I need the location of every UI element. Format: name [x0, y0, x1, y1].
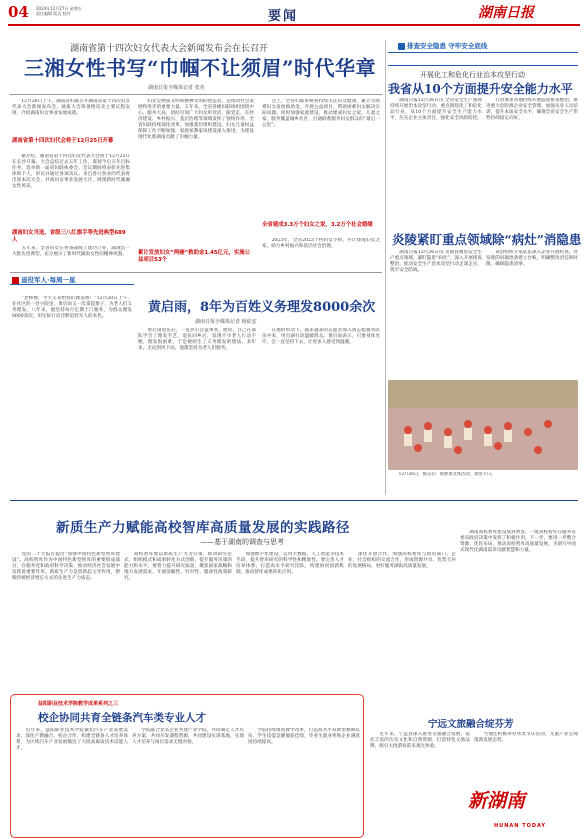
date-line — [36, 6, 82, 16]
photo-image — [388, 380, 578, 470]
section-title: 要闻 — [268, 9, 299, 24]
date-text: 2024年12月27日 星期五 — [36, 6, 82, 11]
story1-body-col1: 12月26日上午，湖南省妇联召开湖南省第十四次妇女代表大会新闻发布会，通报大会筹备情况及主要议程安排，介绍湖南妇女事业发展成就。 — [12, 99, 130, 116]
story4-badge-label: 退役军人·每周一星 — [21, 276, 76, 284]
feature-body-col3: 加强数字化建设，运用大数据、人工智能等技术手段，提升智库研究的科学性和精准性。要完善人才培养体系，打造高水平研究团队，构建协同创新机制，推动智库成果转化应用。 — [236, 552, 344, 575]
story3-body-col2: 该县组织专家队伍深入企业开展检查，对发现的问题逐条建立台账，明确整改责任和时限，确保隐患清零。 — [486, 250, 578, 267]
story5-body-col2: 黄启雨退伍后，一直热心公益事业。他说，自己在部队学会了理发手艺，退伍回乡后，发现不少老人行动不便，理发很困难，于是便萌生了义务理发的想法。多年来，无论刮风下雨，他都坚持为老人们服务。 — [138, 328, 256, 351]
story6-body-col1: 近年来，宁远县深入推进文旅融合发展，依托丰富的历史文化和自然资源，打造特色文旅品牌，吸引大批游客前来观光体验。 — [370, 732, 470, 749]
badge-underline — [10, 284, 134, 285]
feature-subtitle: ——基于湖南的调查与思考 — [200, 538, 284, 546]
story3-body-col1: 湖南日报12月26日讯 炎陵县聚焦安全生产重点领域，紧盯隐患“病灶”，深入开展排查整治，推动安全生产治本攻坚行动走深走实，筑牢安全防线。 — [390, 250, 482, 273]
boxed-body-col1: 近年来，益阳职业技术学院紧扣汽车产业发展需求，深化产教融合、校企合作，构建全链条人才培养体系，为区域汽车产业发展输送了大批高素质技术技能人才。 — [16, 728, 128, 751]
story5-byline: 湖南日报全媒体记者 杨依安 — [195, 319, 257, 325]
feature-body-col1: 党的二十大报告提出“加强中国特色新型智库建设”。高校智库作为中国特色新型智库的重要组成部分，在服务党和政府科学决策、推动经济社会发展中发挥着重要作用。新质生产力是创新起主导作用，摆脱传统经济增长方式的先进生产力质态。 — [12, 552, 120, 581]
divider — [10, 272, 382, 273]
story1-subhead-4: 全省建成3.3万个妇女之家，3.2万个社会婚缘 — [262, 222, 373, 228]
feature-body-col2: 高校智库要以新质生产力为引领，推动研究范式、组织模式和成果转化方式创新，提升服务决策的能力和水平。要着力提升研究质量，聚焦国家战略和地方发展需求，开展前瞻性、针对性、储备性政策研究。 — [124, 552, 232, 581]
boxed-body-col3: 学院持续推进教学改革，打造高水平双师型教师队伍，学生技能竞赛屡获佳绩，毕业生就业率和企业满意度持续提高。 — [248, 728, 360, 745]
story1-body-col1c: 五年来，全省妇女在各条战线上建功立业，涌现出一大批先进典型，充分展示了新时代湖南女性的精神风貌。 — [12, 246, 130, 257]
story2-kicker: 开展化工和危化行业治本攻坚行动 — [420, 71, 525, 79]
story1-subhead-1: 湖南省第十四次妇代会将于12月25日开幕 — [12, 138, 114, 144]
newspaper-logo: 湖南日报 — [478, 5, 534, 21]
story1-body-col1b: 据介绍，湖南省第十四次妇女代表大会将于12月25日在长沙开幕。大会总结过去五年工作，谋划今后五年目标任务，选举新一届省妇联执委会。会议期间将表彰先进集体和个人，审议并通过各项决议。来自各行各业的代表将出席本次大会，共商妇女事业发展大计，展现新时代湖湘女性风采。 — [12, 154, 130, 189]
story1-headline[interactable]: 三湘女性书写“巾帼不让须眉”时代华章 — [24, 56, 377, 80]
story4-badge — [12, 275, 75, 284]
story1-body-col3: 会上，全省妇联系统将持续关注妇女健康，累计为困难妇女发放救助金，开展公益项目，帮助困难妇女解决实际问题。同时加强家庭建设，推动建成妇女之家、儿童之家，服务覆盖城乡社区，打通联系服务妇女群众的“最后一公里”。 — [262, 99, 380, 128]
badge-band — [388, 52, 578, 66]
story1-subhead-2: 湖南妇女当选，省级三八红旗手等先进典型689人 — [12, 230, 126, 243]
boxed-story-kicker: 益阳职业技术学院教学成果系列之三 — [38, 701, 119, 707]
header-rule — [8, 24, 580, 26]
feature-body-col4: 深化开放合作，加强高校智库与政府部门、企业、社会组织的交流合作，形成资源共享、优势互补的发展格局，更好服务湖南高质量发展。 — [348, 552, 456, 569]
story1-byline: 湖南日报全媒体记者 张英 — [148, 85, 205, 91]
story2-badge-label: 排查安全隐患 守牢安全底线 — [407, 42, 488, 50]
story1-subhead-3: 累计发放妇女“两癌”救助金1.45亿元，实施公益项目53个 — [138, 250, 251, 263]
divider — [10, 94, 382, 95]
story2-body-col2: 行动要求各地持续开展隐患排查整治，推进重大危险源企业安全管理，加强从业人员培训，提升本质安全水平，确保全省安全生产形势持续稳定向好。 — [486, 98, 578, 121]
editor-text: 责任编辑 版式 校对 — [36, 11, 71, 16]
news-photo — [388, 380, 578, 470]
story2-body-col1: 湖南日报12月26日讯 全省安全生产领域持续开展治本攻坚行动，重点围绕化工和危化品行业，从10个方面提升安全生产能力水平，压实企业主体责任，强化安全风险防控。 — [390, 98, 482, 121]
story2-badge — [398, 41, 487, 50]
shield-icon — [398, 43, 405, 50]
flag-icon — [12, 277, 19, 284]
story1-kicker: 湖南省第十四次妇女代表大会新闻发布会在长召开 — [70, 44, 269, 54]
story1-body-col2: 妇女是物质文明和精神文明的创造者，是推动社会发展和进步的重要力量。五年来，全省各级妇联组织围绕中心、服务大局，团结引领广大妇女听党话、跟党走，在经济建设、乡村振兴、基层治理等领域发挥了独特作用。全省妇联持续深化改革，加强基层组织建设，妇女儿童权益保障工作不断加强，家庭家教家风建设深入推进，为建设现代化新湖南贡献了巾帼力量。 — [138, 99, 254, 140]
column-divider — [385, 40, 386, 495]
photo-caption: 12月26日，群众在广场参加文体活动，欢度节日。 — [390, 472, 496, 477]
feature-headline[interactable]: 新质生产力赋能高校智库高质量发展的实践路径 — [56, 520, 350, 536]
boxed-body-col2: 学院联合龙头企业共建产业学院，共同制定人才培养方案，共同开发课程资源，共同建设实训基地，实现人才培养与岗位需求无缝对接。 — [132, 728, 244, 745]
masthead — [0, 0, 588, 30]
story2-headline[interactable]: 我省从10个方面提升安全能力水平 — [388, 82, 573, 96]
brand-logo-english: HUNAN TODAY — [494, 823, 547, 829]
divider — [10, 500, 578, 501]
story5-headline[interactable]: 黄启雨，8年为百姓义务理发8000余次 — [148, 300, 376, 315]
story5-body-col3: 在他的带动下，越来越多的志愿者加入到志愿服务队伍中来，用点滴行动温暖群众。黄启雨表示，只要身体允许，会一直坚持下去，让更多人感受到温暖。 — [262, 328, 380, 345]
page-number: 04 — [8, 3, 29, 21]
story1-body-col3b: 2023年，全省2023个村妇女小组，共计建成妇女之家，助力乡村振兴和基层社会治理。 — [262, 238, 380, 249]
story3-headline[interactable]: 炎陵紧盯重点领域除“病灶”消隐患 — [392, 232, 582, 247]
story5-body-col1: “老师傅，今天又来给我们理发啦！”12月20日上午，在社区的一处小院里，黄启雨又一次拿起推子，为老人们义务理发。八年来，他坚持每月定期上门服务，为群众理发8000余次，用实际行动诠释退役军人的本色。 — [12, 296, 132, 319]
feature-body-col5: 湖南高校智库建设成效明显，一批高校智库在服务省委省政府决策中发挥了积极作用。下一步，要进一步整合资源，优化布局，推动高校智库高质量发展，为谱写中国式现代化湖南篇章贡献智慧和力量。 — [460, 530, 576, 553]
boxed-story-headline[interactable]: 校企协同共育全链条汽车类专业人才 — [38, 712, 206, 724]
story6-body-col2: 当地还积极举办各类节庆活动，文旅产业呈现蓬勃发展态势。 — [474, 732, 578, 743]
story6-headline[interactable]: 宁远文旅融合绽芬芳 — [428, 719, 514, 730]
brand-logo: 新湖南 — [468, 790, 526, 812]
